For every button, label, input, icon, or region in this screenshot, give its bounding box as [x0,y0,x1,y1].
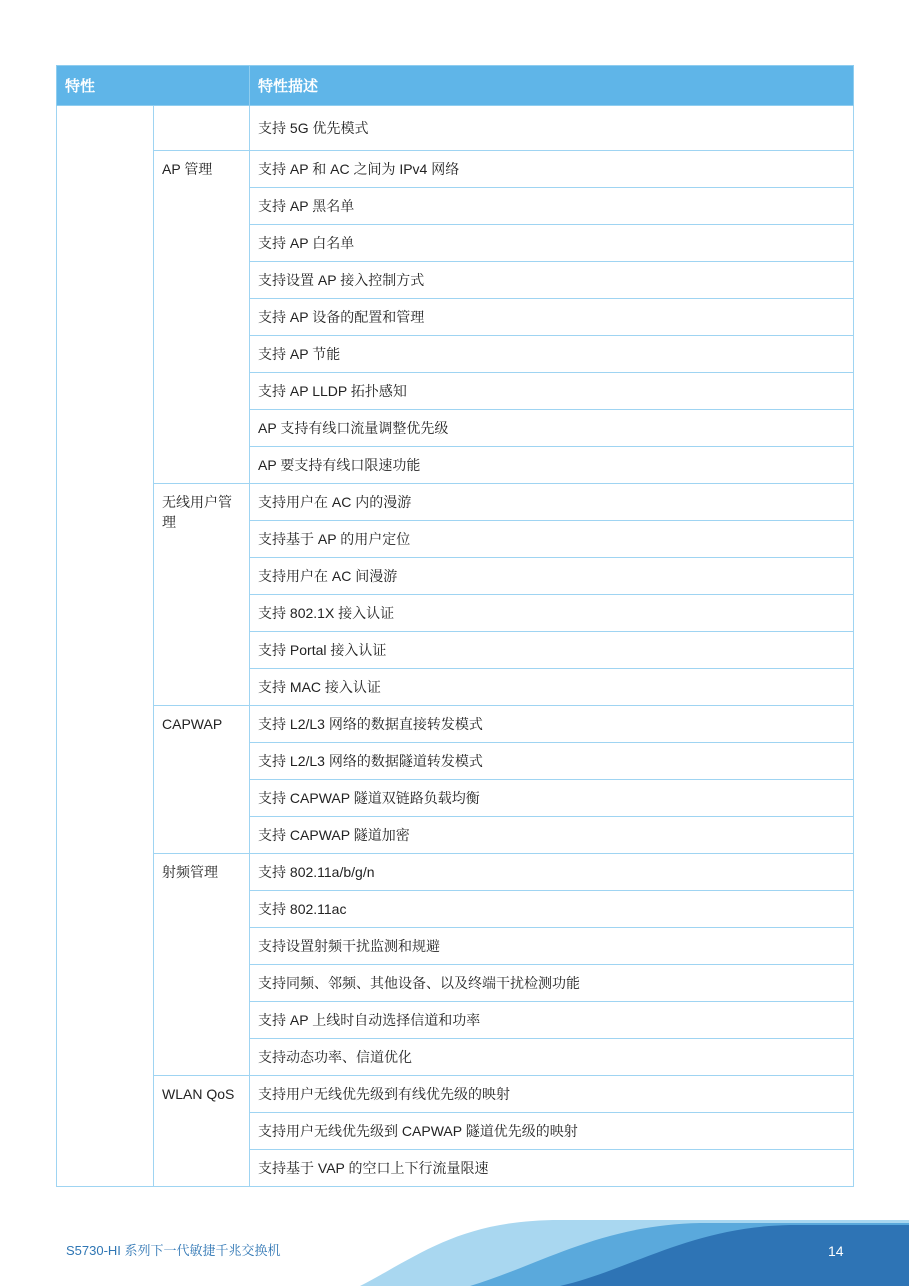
description-cell: 支持用户无线优先级到 CAPWAP 隧道优先级的映射 [250,1113,854,1150]
feature-table [56,65,854,1187]
description-cell: 支持 CAPWAP 隧道加密 [250,817,854,854]
description-cell: 支持设置射频干扰监测和规避 [250,928,854,965]
description-cell: 支持 AP 上线时自动选择信道和功率 [250,1002,854,1039]
description-cell: 支持用户无线优先级到有线优先级的映射 [250,1076,854,1113]
description-cell: 支持 802.11ac [250,891,854,928]
description-cell: 支持 AP LLDP 拓扑感知 [250,373,854,410]
description-cell: 支持 AP 节能 [250,336,854,373]
category-cell [57,106,154,1187]
subfeature-cell [154,106,250,151]
description-cell: 支持 AP 设备的配置和管理 [250,299,854,336]
table-row [57,854,854,891]
description-cell: 支持 Portal 接入认证 [250,632,854,669]
footer-title: S5730-HI 系列下一代敏捷千兆交换机 [66,1243,281,1258]
subfeature-cell: 射频管理 [154,854,250,1076]
description-cell: 支持 AP 黑名单 [250,188,854,225]
description-cell: 支持 L2/L3 网络的数据直接转发模式 [250,706,854,743]
subfeature-cell: CAPWAP [154,706,250,854]
description-cell: 支持 5G 优先模式 [250,106,854,151]
table-row [57,151,854,188]
description-cell: 支持 MAC 接入认证 [250,669,854,706]
description-cell: 支持 AP 和 AC 之间为 IPv4 网络 [250,151,854,188]
table-row [57,106,854,151]
table-header-row [57,66,854,106]
subfeature-cell: AP 管理 [154,151,250,484]
table-row [57,484,854,521]
header-feature: 特性 [57,66,250,106]
description-cell: 支持 CAPWAP 隧道双链路负载均衡 [250,780,854,817]
description-cell: 支持基于 AP 的用户定位 [250,521,854,558]
page-number: 14 [828,1243,844,1259]
description-cell: 支持 L2/L3 网络的数据隧道转发模式 [250,743,854,780]
subfeature-cell: 无线用户管理 [154,484,250,706]
table-row [57,1076,854,1113]
table-body [57,106,854,1187]
description-cell: 支持同频、邻频、其他设备、以及终端干扰检测功能 [250,965,854,1002]
description-cell: 支持设置 AP 接入控制方式 [250,262,854,299]
description-cell: AP 要支持有线口限速功能 [250,447,854,484]
description-cell: 支持用户在 AC 间漫游 [250,558,854,595]
description-cell: 支持 802.1X 接入认证 [250,595,854,632]
header-description: 特性描述 [250,66,854,106]
description-cell: AP 支持有线口流量调整优先级 [250,410,854,447]
description-cell: 支持动态功率、信道优化 [250,1039,854,1076]
description-cell: 支持用户在 AC 内的漫游 [250,484,854,521]
table-row [57,706,854,743]
description-cell: 支持基于 VAP 的空口上下行流量限速 [250,1150,854,1187]
description-cell: 支持 AP 白名单 [250,225,854,262]
description-cell: 支持 802.11a/b/g/n [250,854,854,891]
subfeature-cell: WLAN QoS [154,1076,250,1187]
